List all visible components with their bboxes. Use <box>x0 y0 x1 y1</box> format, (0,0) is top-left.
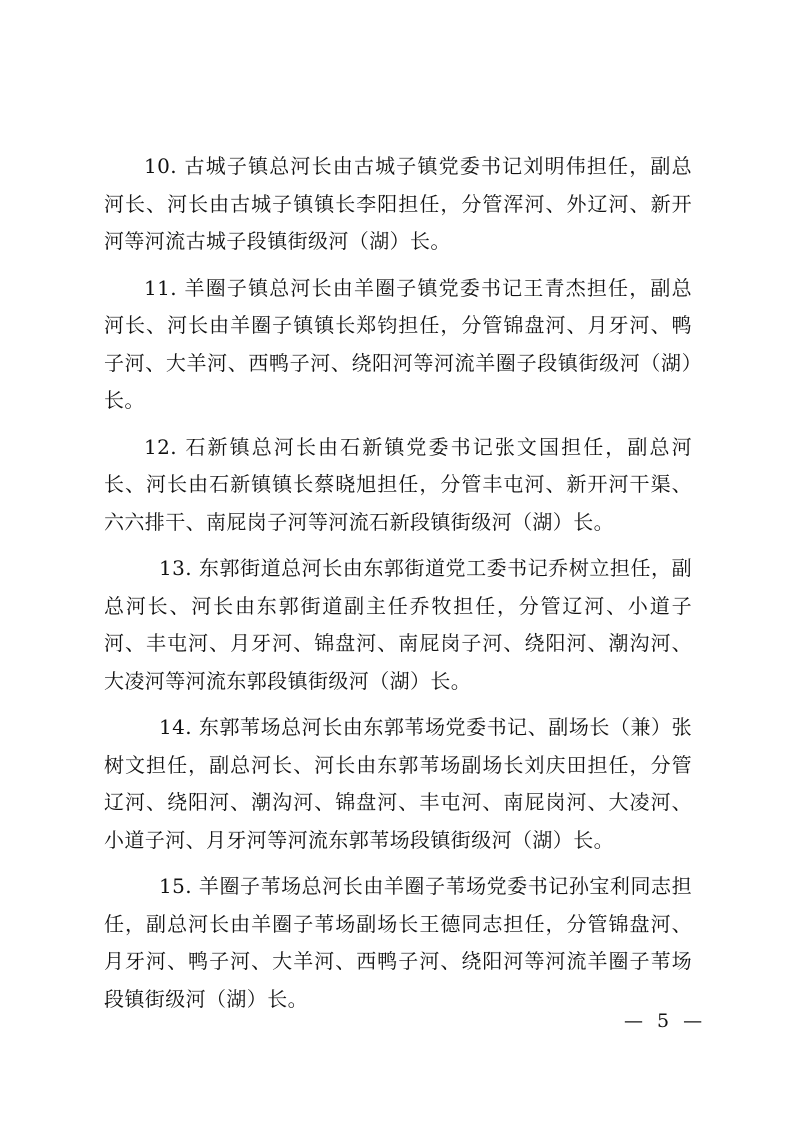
paragraph-item-11: 11. 羊圈子镇总河长由羊圈子镇党委书记王青杰担任，副总河长、河长由羊圈子镇镇长郑钧担任，分管锦盘河、月牙河、鸭子河、大羊河、西鸭子河、绕阳河等河流羊圈子段镇街级河（湖）长。 <box>104 275 692 412</box>
paragraph-item-15: 15. 羊圈子苇场总河长由羊圈子苇场党委书记孙宝利同志担任，副总河长由羊圈子苇场副场长王德同志担任，分管锦盘河、月牙河、鸭子河、大羊河、西鸭子河、绕阳河等河流羊圈子苇场段镇街级河（湖）长。 <box>104 874 692 1011</box>
paragraph-item-10: 10. 古城子镇总河长由古城子镇党委书记刘明伟担任，副总河长、河长由古城子镇镇长李阳担任，分管浑河、外辽河、新开河等河流古城子段镇街级河（湖）长。 <box>104 154 692 253</box>
page-number: — 5 — <box>624 1010 707 1032</box>
paragraph-item-12: 12. 石新镇总河长由石新镇党委书记张文国担任，副总河长、河长由石新镇镇长蔡晓旭担任，分管丰屯河、新开河干渠、六六排干、南屁岗子河等河流石新段镇街级河（湖）长。 <box>104 434 692 534</box>
paragraph-item-14: 14. 东郭苇场总河长由东郭苇场党委书记、副场长（兼）张树文担任，副总河长、河长由东郭苇场副场长刘庆田担任，分管辽河、绕阳河、潮沟河、锦盘河、丰屯河、南屁岗河、大凌河、小道子河、月牙河等河流东郭苇场段镇街级河（湖）长。 <box>104 715 692 852</box>
document-body <box>104 148 692 1027</box>
paragraph-item-13: 13. 东郭街道总河长由东郭街道党工委书记乔树立担任，副总河长、河长由东郭街道副主任乔牧担任，分管辽河、小道子河、丰屯河、月牙河、锦盘河、南屁岗子河、绕阳河、潮沟河、大凌河等河流东郭段镇街级河（湖）长。 <box>104 556 692 693</box>
